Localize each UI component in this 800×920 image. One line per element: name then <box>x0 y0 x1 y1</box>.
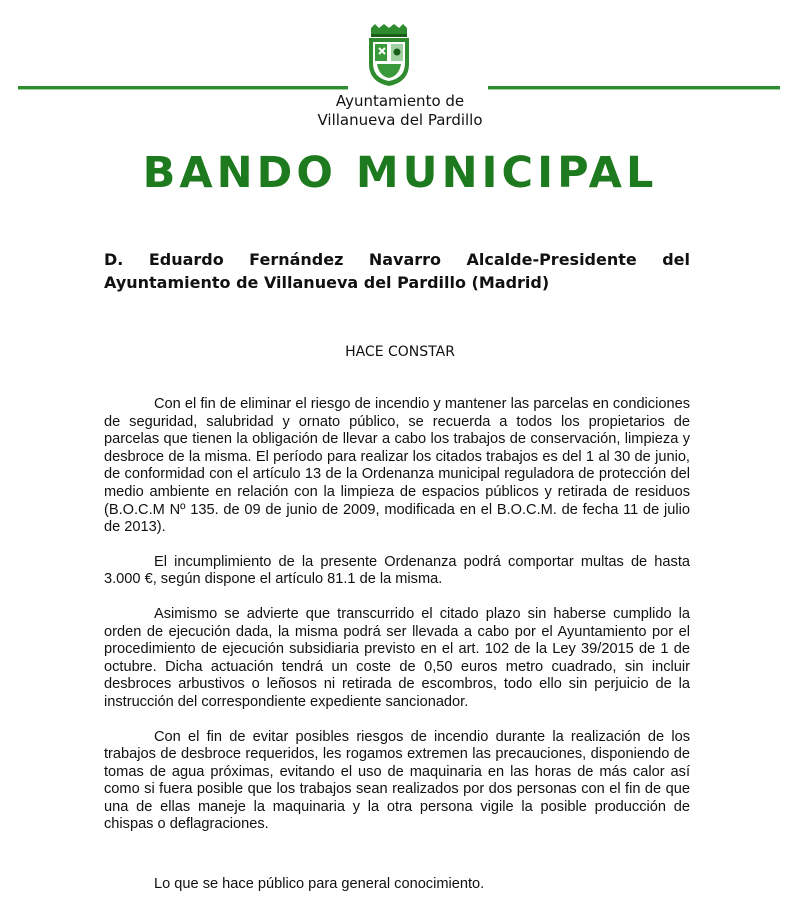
organization-name-line1: Ayuntamiento de <box>335 92 465 110</box>
organization-name-line2: Villanueva del Pardillo <box>317 111 483 129</box>
document-title: BANDO MUNICIPAL <box>142 148 658 198</box>
signatory-block <box>104 248 690 294</box>
organization-name <box>300 92 500 130</box>
municipal-coat-of-arms-icon <box>365 24 413 86</box>
signatory-line2: Ayuntamiento de Villanueva del Pardillo (Madrid) <box>104 273 550 292</box>
header-rule-left <box>18 86 348 90</box>
paragraph: Con el fin de eliminar el riesgo de incendio y mantener las parcelas en condiciones de seguridad, salubridad y ornato público, se recuerda a todos los propietarios de parcelas que tienen la obligación de llevar a cabo los trabajos de conservación, limpieza y desbroce de la misma. El período para realizar los citados trabajos es del 1 al 30 de junio, de conformidad con el artículo 13 de la Ordenanza municipal reguladora de protección del medio ambiente en relación con la limpieza de espacios públicos y retirada de residuos (B.O.C.M Nº 135. de 09 de junio de 2009, modificada en el B.O.C.M. de fecha 11 de julio de 2013). <box>104 396 690 536</box>
closing-statement: Lo que se hace público para general conocimiento. <box>154 876 485 892</box>
signatory-line1: D. Eduardo Fernández Navarro Alcalde-Presidente del <box>104 250 690 269</box>
header-rule-right <box>488 86 780 90</box>
paragraph: Asimismo se advierte que transcurrido el citado plazo sin haberse cumplido la orden de ejecución dada, la misma podrá ser llevada a cabo por el Ayuntamiento por el procedimiento de ejecución subsidiaria previsto en el art. 102 de la Ley 39/2015 de 1 de octubre. Dicha actuación tendrá un coste de 0,50 euros metro cuadrado, sin incluir desbroces arbustivos o leñosos ni retirada de escombros, todo ello sin perjuicio de la instrucción del correspondiente expediente sancionador. <box>104 605 690 710</box>
document-body <box>104 396 690 851</box>
paragraph: El incumplimiento de la presente Ordenanza podrá comportar multas de hasta 3.000 €, según dispone el artículo 81.1 de la misma. <box>104 553 690 588</box>
paragraph: Con el fin de evitar posibles riesgos de incendio durante la realización de los trabajos de desbroce requeridos, les rogamos extremen las precauciones, disponiendo de tomas de agua próximas, evitando el uso de maquinaria en las horas de más calor así como si fuera posible que los trabajos sean realizados por dos personas con el fin de que una de ellas maneje la maquinaria y la otra persona vigile la posible producción de chispas o deflagraciones. <box>104 728 690 833</box>
section-heading: HACE CONSTAR <box>345 344 455 360</box>
